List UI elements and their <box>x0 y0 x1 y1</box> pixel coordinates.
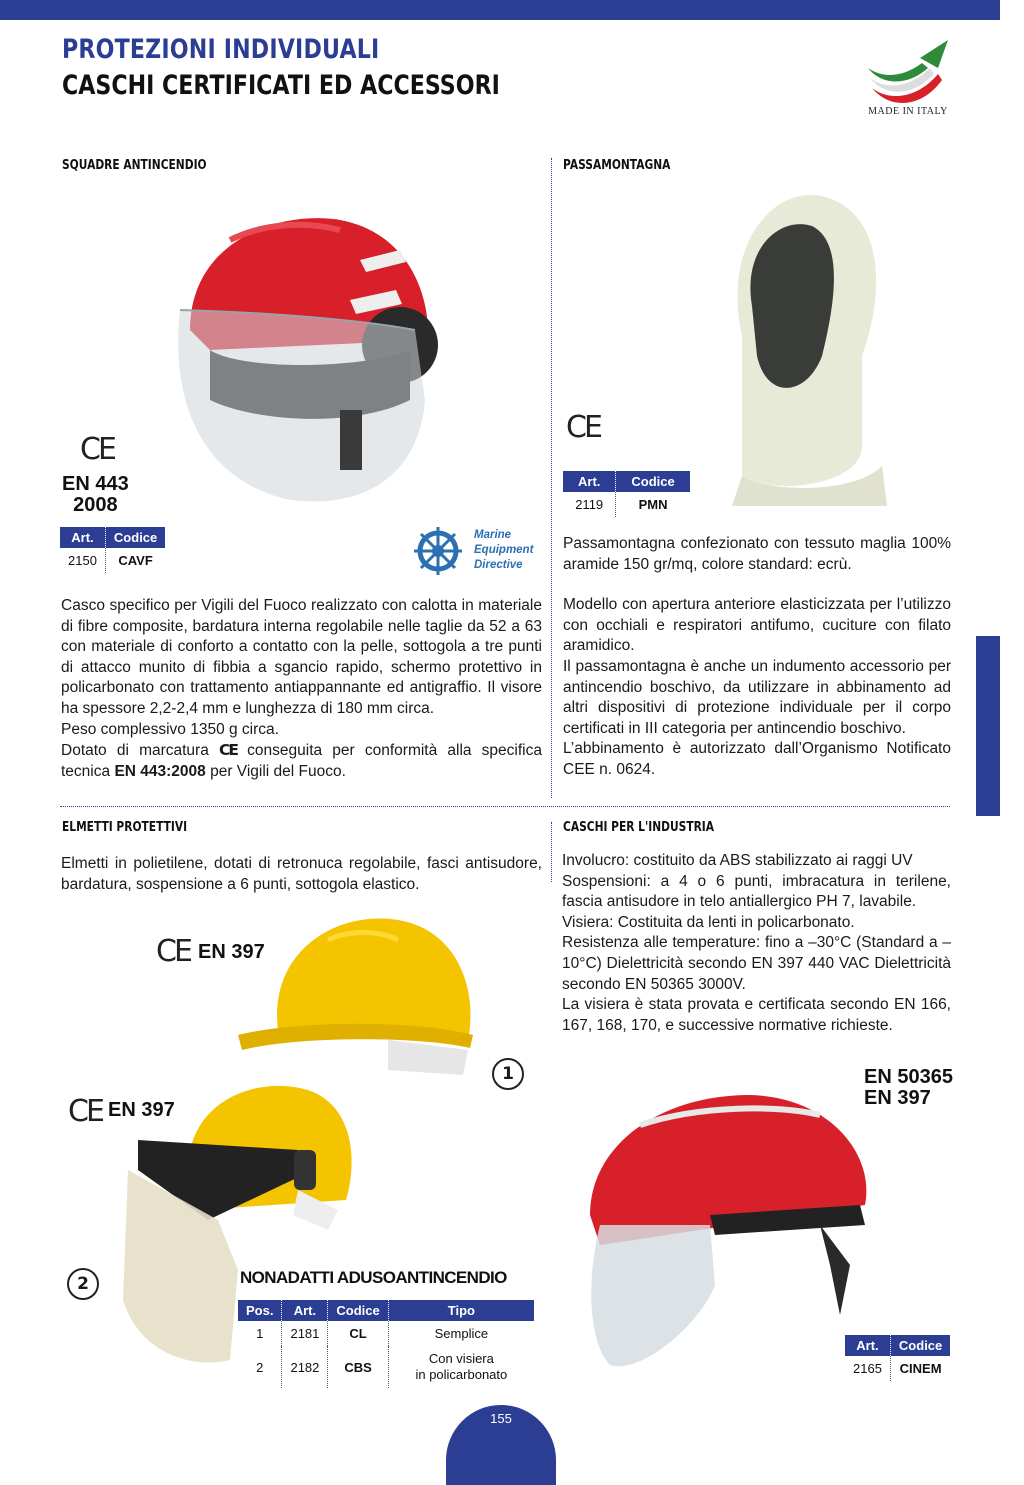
marcatura-standard: EN 443:2008 <box>114 762 206 780</box>
yellow-helmet-image <box>238 910 478 1080</box>
cell-tipo-line2: in policarbonato <box>415 1367 508 1382</box>
table-row <box>238 1346 534 1388</box>
spec-table-squadre <box>60 527 165 573</box>
ce-mark-elmetto-1: CE <box>156 934 190 969</box>
industria-line-5: La visiera è stata provata e certificata secondo EN 166, 167, 168, 170, e successive normative richieste. <box>562 996 951 1034</box>
column-divider-lower <box>551 822 552 882</box>
industria-line-2: Sospensioni: a 4 o 6 punti, imbracatura in terilene, fascia antisudore in telo antiallergico PH 7, lavabile. <box>562 872 951 911</box>
section-divider <box>60 806 950 807</box>
cell-art: 2165 <box>853 1361 882 1376</box>
marine-equipment-badge <box>474 528 533 573</box>
ship-wheel-icon <box>412 525 470 577</box>
page-number: 155 <box>490 1411 512 1426</box>
table-header-art: Art. <box>282 1300 328 1321</box>
cell-pos: 2 <box>256 1359 264 1375</box>
spec-table-passamontagna <box>563 471 690 517</box>
cell-tipo <box>388 1321 534 1346</box>
elmetti-description: Elmetti in polietilene, dotati di retronuca regolabile, fasci antisudore, bardatura, sospensione a 6 punti, sottogola elastico. <box>61 855 542 893</box>
cell-tipo-line1: Semplice <box>434 1326 489 1341</box>
industria-line-3: Visiera: Costituita da lenti in policarbonato. <box>562 913 855 931</box>
cell-art: 2119 <box>575 497 604 512</box>
table-header-codice: Codice <box>105 527 165 548</box>
badge-line1: Marine <box>474 529 512 541</box>
cell-codice: CBS <box>328 1346 388 1388</box>
ce-mark-inline: CE <box>219 741 237 760</box>
squadre-marcatura-text <box>61 740 542 782</box>
squadre-desc-text: Casco specifico per Vigili del Fuoco realizzato con calotta in materiale di fibre composite, bardatura interna regolabile nelle taglie da 52 a 63 con materiale di conforto a contatto con la pelle, sottogola a tre punti di attacco munito di fibbia a sgancio rapido, schermo protettivo in policarbonato con trattamento antiappannante ed antigraffio. Il visore ha spessore 2,2-2,4 mm e lunghezza di 180 mm circa. <box>61 597 542 717</box>
badge-line3: Directive <box>474 559 523 571</box>
marcatura-suffix: per Vigili del Fuoco. <box>210 762 346 780</box>
passamontagna-desc-2: Modello con apertura anteriore elasticizzata per l’utilizzo con occhiali e respiratori antifumo, cuciture con filato aramidico. <box>563 596 951 655</box>
section-heading-squadre: SQUADRE ANTINCENDIO <box>62 158 207 173</box>
en-397-label-2: EN 397 <box>108 1099 175 1121</box>
section-heading-industria: CASCHI PER L'INDUSTRIA <box>563 820 715 835</box>
table-row <box>238 1321 534 1346</box>
cell-art: 2182 <box>282 1346 328 1388</box>
en-397-label-1: EN 397 <box>198 941 265 963</box>
section-heading-passamontagna: PASSAMONTAGNA <box>563 158 671 173</box>
industria-line-4: Resistenza alle temperature: fino a –30°C (Standard a –10°C) Dielettricità secondo EN 397 440 VAC Dielettricità secondo EN 50365 3000V. <box>562 934 951 993</box>
ce-mark-elmetto-2: CE <box>68 1094 102 1129</box>
page-subtitle: CASCHI CERTIFICATI ED ACCESSORI <box>62 70 500 101</box>
page-title: PROTEZIONI INDIVIDUALI <box>62 34 380 65</box>
squadre-peso-text: Peso complessivo 1350 g circa. <box>61 720 279 738</box>
table-header-tipo: Tipo <box>388 1300 534 1321</box>
marcatura-prefix: Dotato di marcatura <box>61 742 209 760</box>
ce-mark-passamontagna: CE <box>566 410 600 445</box>
red-industrial-helmet-image <box>580 1085 880 1375</box>
cell-art: 2181 <box>282 1321 328 1346</box>
side-tab <box>976 636 1000 816</box>
table-header-art: Art. <box>563 471 616 492</box>
squadre-description <box>61 596 542 782</box>
page-number-tab <box>446 1405 556 1485</box>
industria-description <box>562 851 951 1036</box>
balaclava-image <box>712 186 892 506</box>
cell-pos: 1 <box>256 1326 264 1341</box>
marcatura-mid: conseguita per conformità alla specifica tecnica <box>61 742 542 780</box>
ce-mark: CE <box>80 432 114 467</box>
item-number-2: 2 <box>67 1268 99 1300</box>
passamontagna-desc-4: L’abbinamento è autorizzato dall’Organismo Notificato CEE n. 0624. <box>563 740 951 778</box>
spec-table-industria <box>845 1335 950 1381</box>
passamontagna-desc-3: Il passamontagna è anche un indumento accessorio per antincendio boschivo, da utilizzare in abbinamento ad altri dispositivi di protezione individuale per il corpo certificati in III categoria per antincendio boschivo. <box>563 657 951 737</box>
cell-codice: CAVF <box>105 548 165 573</box>
en-397-label-industria: EN 397 <box>864 1087 931 1109</box>
table-header-codice: Codice <box>328 1300 388 1321</box>
en-standard-label <box>62 474 129 516</box>
column-divider <box>551 158 552 798</box>
cell-tipo <box>388 1346 534 1388</box>
en-50365-label: EN 50365 <box>864 1066 953 1088</box>
en-standard-line2: 2008 <box>73 494 118 516</box>
item-number-1: 1 <box>492 1058 524 1090</box>
table-header-codice: Codice <box>890 1335 950 1356</box>
spec-table-elmetti <box>238 1300 534 1388</box>
top-bar <box>0 0 1000 20</box>
cell-codice: CL <box>328 1321 388 1346</box>
made-in-italy-label: MADE IN ITALY <box>868 106 948 117</box>
cell-tipo-line1: Con visiera <box>428 1351 494 1366</box>
passamontagna-description <box>563 534 951 781</box>
table-row <box>845 1356 950 1381</box>
table-row <box>563 492 690 517</box>
passamontagna-desc-1: Passamontagna confezionato con tessuto maglia 100% aramide 150 gr/mq, colore standard: ecrù. <box>563 535 951 573</box>
table-header-art: Art. <box>60 527 105 548</box>
en-standard-line1: EN 443 <box>62 473 129 495</box>
table-header-codice: Codice <box>616 471 690 492</box>
table-row <box>60 548 165 573</box>
firefighter-helmet-image <box>170 200 450 510</box>
not-for-firefighting-warning: NONADATTI ADUSOANTINCENDIO <box>240 1268 507 1287</box>
cell-codice: CINEM <box>890 1356 950 1381</box>
industria-line-1: Involucro: costituito da ABS stabilizzato ai raggi UV <box>562 852 913 869</box>
table-header-art: Art. <box>845 1335 890 1356</box>
section-heading-elmetti: ELMETTI PROTETTIVI <box>62 820 188 835</box>
cell-art: 2150 <box>68 553 97 568</box>
table-header-pos: Pos. <box>238 1300 282 1321</box>
badge-line2: Equipment <box>474 544 534 556</box>
cell-codice: PMN <box>616 492 690 517</box>
